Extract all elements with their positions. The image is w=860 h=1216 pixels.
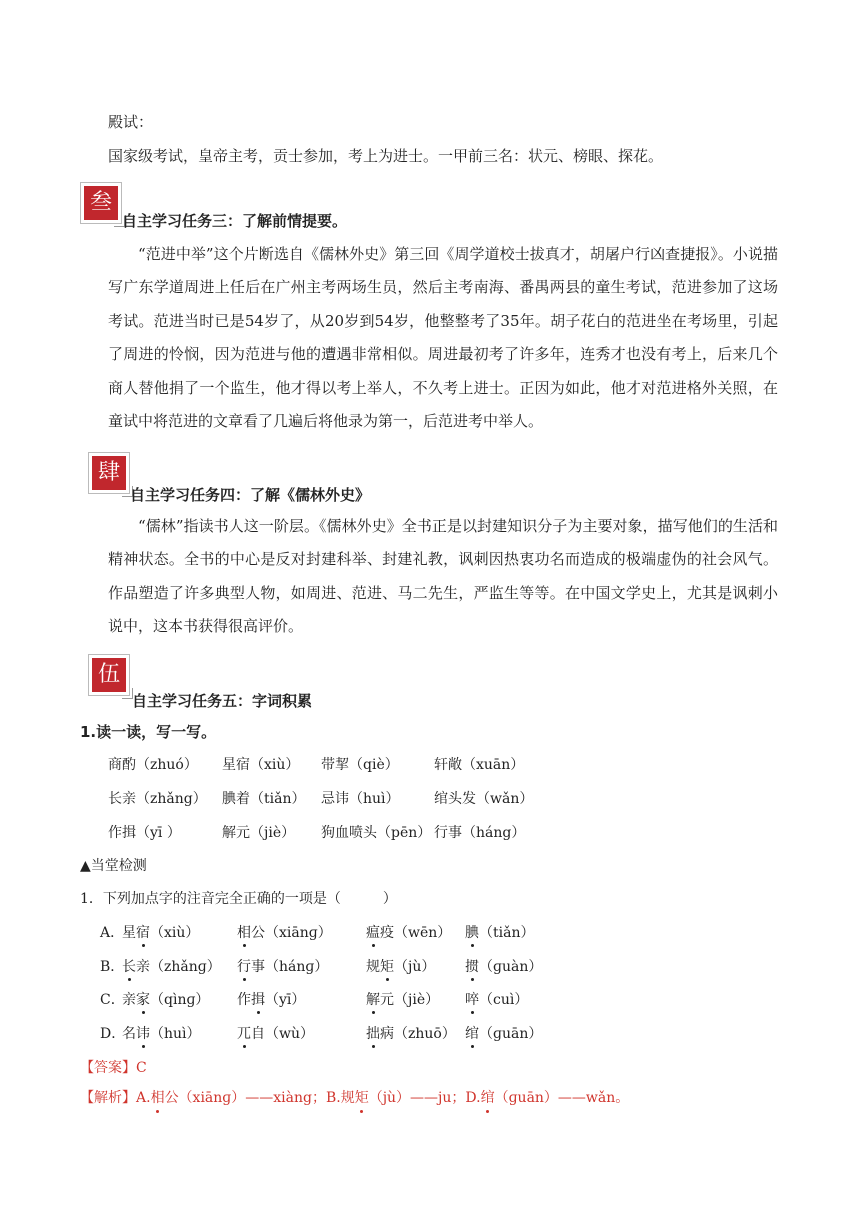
answer-line <box>80 1058 147 1078</box>
word-item: 带挈（qiè） <box>321 757 399 773</box>
option-item: 拙病（zhuō） <box>366 1023 456 1043</box>
word-item: 腆着（tiǎn） <box>222 791 306 807</box>
word-item: 行事（háng） <box>434 825 526 841</box>
task3-heading: 自主学习任务三：了解前情提要。 <box>122 212 348 230</box>
dotted-char: 长 <box>122 956 136 976</box>
task3-paragraph: “范进中举”这个片断选自《儒林外史》第三回《周学道校士拔真才，胡屠户行凶查捷报》。小说描写广东学道周进上任后在广州主考两场生员，然后主考南海、番禺两县的童生考试，范进参加了这场考试。范进当时已是54岁了，从20岁到54岁，他整整考了35年。胡子花白的范进坐在考场里，引起了周进的怜悯，因为范进与他的遭遇非常相似。周进最初考了许多年，连秀才也没有考上，后来几个商人替他捐了一个监生，他才得以考上举人，不久考上进士。正因为如此，他才对范进格外关照，在童试中将范进的文章看了几遍后将他录为第一，后范进考中举人。 <box>108 245 778 431</box>
dotted-char: 绾 <box>480 1090 495 1106</box>
badge-wu <box>88 654 130 696</box>
dotted-char: 相 <box>237 922 251 942</box>
dianshi-text: 国家级考试，皇帝主考，贡士参加，考上为进士。一甲前三名：状元、榜眼、探花。 <box>108 147 664 165</box>
option-item: 规矩（jù） <box>366 956 435 976</box>
dotted-char: 揖 <box>251 989 265 1009</box>
option-letter: C． <box>100 992 125 1008</box>
task4-heading: 自主学习任务四：了解《儒林外史》 <box>130 486 371 504</box>
test-question: 1．下列加点字的注音完全正确的一项是（ ） <box>80 891 397 907</box>
dotted-char: 兀 <box>237 1023 251 1043</box>
option-item: 相公（xiānɡ） <box>237 922 332 942</box>
option-item: 作揖（yī） <box>237 989 305 1009</box>
option-letter: B． <box>100 958 125 975</box>
option-item: 行事（hánɡ） <box>237 956 328 976</box>
dotted-char: 讳 <box>136 1023 150 1043</box>
word-item: 狗血喷头（pēn） <box>321 825 432 841</box>
option-letter: A． <box>100 925 125 941</box>
dotted-char: 解 <box>366 989 380 1009</box>
word-item: 忌讳（huì） <box>321 791 400 807</box>
dotted-char: 矩 <box>354 1090 369 1106</box>
word-item: 长亲（zhǎng） <box>108 791 207 807</box>
dotted-char: 行 <box>237 956 251 976</box>
dotted-char: 拙 <box>366 1023 380 1043</box>
dotted-char: 瘟 <box>366 922 380 942</box>
option-item: 名讳（huì） <box>122 1023 201 1043</box>
badge-si-char: 肆 <box>92 456 126 490</box>
option-item: 腆（tiǎn） <box>465 922 534 942</box>
dotted-char: 宿 <box>136 922 150 942</box>
answer-tag: 【答案】 <box>80 1060 136 1076</box>
option-letter: D． <box>100 1025 126 1042</box>
badge-wu-char: 伍 <box>92 658 126 692</box>
dotted-char: 掼 <box>465 956 479 976</box>
dianshi-title: 殿试： <box>108 113 154 131</box>
option-item: 瘟疫（wēn） <box>366 922 451 942</box>
option-item: 啐（cuì） <box>465 989 528 1009</box>
word-item: 绾头发（wǎn） <box>434 791 534 807</box>
analysis-line <box>80 1088 629 1108</box>
analysis-text: A.相公（xiānɡ）——xiàng；B.规矩（jù）——ju；D.绾（ɡuān）——wǎn。 <box>136 1090 630 1106</box>
word-item: 商酌（zhuó） <box>108 757 198 773</box>
option-item: 兀自（wù） <box>237 1023 314 1043</box>
task5-sub: 1.读一读，写一写。 <box>80 723 217 741</box>
option-item: 亲家（qìnɡ） <box>122 989 209 1009</box>
badge-san <box>80 182 122 224</box>
answer-value: C <box>136 1060 147 1076</box>
task4-paragraph: “儒林”指读书人这一阶层。《儒林外史》全书正是以封建知识分子为主要对象，描写他们的生活和精神状态。全书的中心是反对封建科举、封建礼教，讽刺因热衷功名而造成的极端虚伪的社会风气。作品塑造了许多典型人物，如周进、范进、马二先生，严监生等等。在中国文学史上，尤其是讽刺小说中，这本书获得很高评价。 <box>108 517 778 636</box>
dotted-char: 相 <box>150 1090 165 1106</box>
word-item: 星宿（xiù） <box>222 757 300 773</box>
dotted-char: 腆 <box>465 922 479 942</box>
option-item: 掼（ɡuàn） <box>465 956 542 976</box>
badge-si <box>88 452 130 494</box>
dotted-char: 家 <box>136 989 150 1009</box>
option-item: 星宿（xiù） <box>122 922 199 942</box>
dotted-char: 啐 <box>465 989 479 1009</box>
option-item: 绾（ɡuān） <box>465 1023 542 1043</box>
option-item: 长亲（zhǎnɡ） <box>122 956 221 976</box>
badge-san-char: 叁 <box>84 186 118 220</box>
option-item: 解元（jiè） <box>366 989 439 1009</box>
word-item: 作揖（yī ） <box>108 825 181 841</box>
analysis-tag: 【解析】 <box>80 1090 136 1106</box>
dotted-char: 绾 <box>465 1023 479 1043</box>
word-item: 解元（jiè） <box>222 825 296 841</box>
task5-heading: 自主学习任务五：字词积累 <box>132 692 313 710</box>
word-item: 轩敞（xuān） <box>434 757 525 773</box>
test-heading: ▲当堂检测 <box>80 858 147 874</box>
dotted-char: 矩 <box>380 956 394 976</box>
